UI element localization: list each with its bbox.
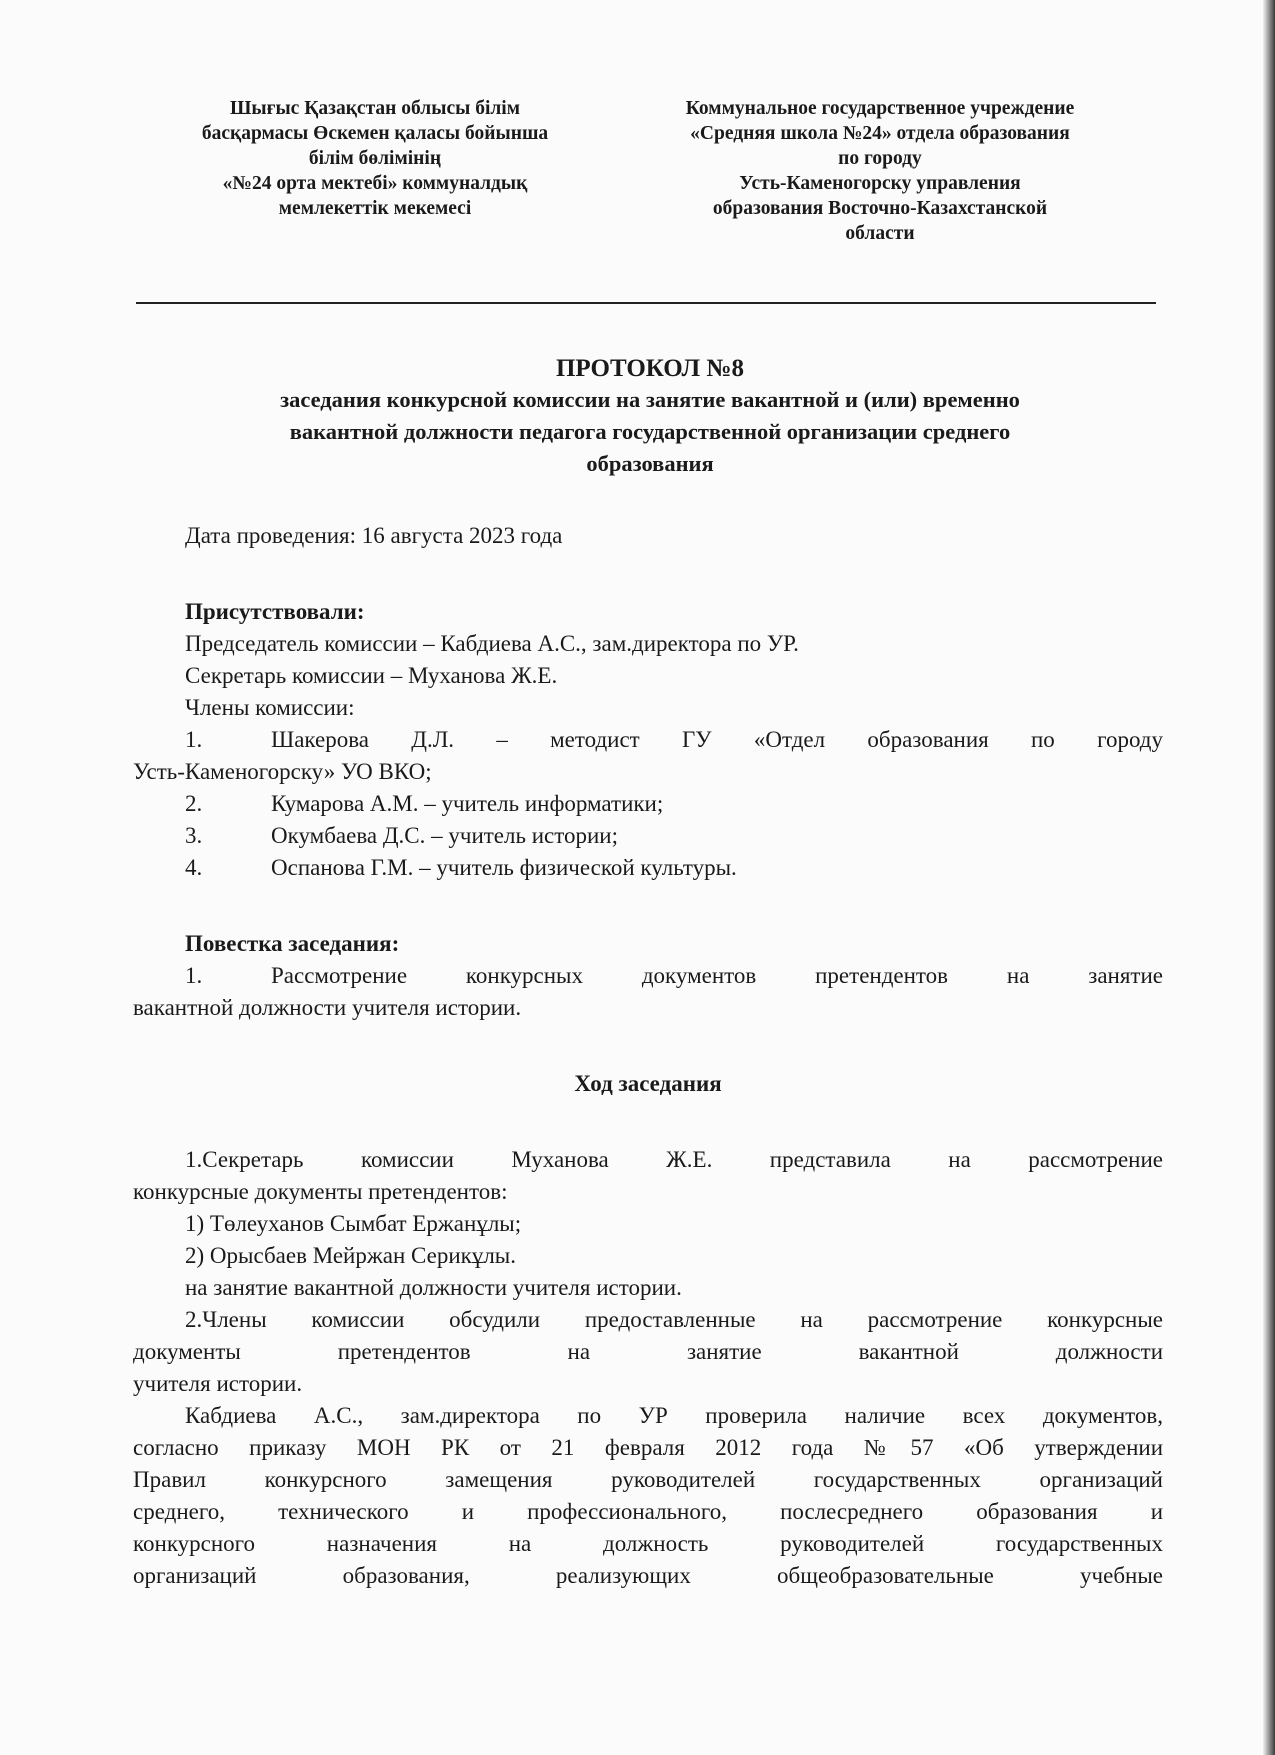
member-item xyxy=(133,788,1163,820)
paragraph-line: учителя истории. xyxy=(133,1371,303,1396)
agenda-number: 1. xyxy=(185,963,203,988)
present-heading: Присутствовали: xyxy=(185,599,365,624)
member-item xyxy=(133,820,1163,852)
candidate-item: 2) Орысбаев Мейржан Серикұлы. xyxy=(185,1243,517,1268)
letterhead-russian-line: образования Восточно-Казахстанской xyxy=(712,198,1048,219)
member-number: 3. xyxy=(185,823,203,848)
member-text-continued: Усть-Каменогорску» УО ВКО; xyxy=(133,759,432,784)
paragraph-line: 1.Секретарь комиссии Муханова Ж.Е. представила на рассмотрение xyxy=(185,1147,1163,1172)
candidate-item: 1) Төлеуханов Сымбат Ержанұлы; xyxy=(185,1211,522,1236)
document-body xyxy=(133,520,1163,1592)
letterhead-kazakh-line: басқармасы Өскемен қаласы бойынша xyxy=(201,123,549,144)
paragraph-line: среднего, технического и профессионального, послесреднего образования и xyxy=(133,1499,1163,1524)
member-item xyxy=(133,724,1163,756)
header-divider xyxy=(136,302,1156,304)
members-label: Члены комиссии: xyxy=(185,695,355,720)
letterhead-kazakh-line: мемлекеттік мекемесі xyxy=(278,198,472,219)
member-number: 2. xyxy=(185,791,203,816)
letterhead-russian-line: области xyxy=(845,223,915,244)
subtitle-line: заседания конкурсной комиссии на занятие вакантной и (или) временно xyxy=(280,387,1020,412)
member-text: Оспанова Г.М. – учитель физической культуры. xyxy=(271,855,737,880)
paragraph-line: конкурсного назначения на должность руководителей государственных xyxy=(133,1531,1163,1556)
paragraph-line: организаций образования, реализующих общеобразовательные учебные xyxy=(133,1563,1163,1588)
agenda-item xyxy=(133,960,1163,992)
paragraph-line: документы претендентов на занятие вакантной должности xyxy=(133,1339,1163,1364)
letterhead-kazakh-line: «№24 орта мектебі» коммуналдық xyxy=(222,173,528,194)
paragraph-line: Кабдиева А.С., зам.директора по УР проверила наличие всех документов, xyxy=(185,1403,1163,1428)
scan-edge-shadow xyxy=(1263,0,1275,1755)
member-text: Окумбаева Д.С. – учитель истории; xyxy=(271,823,618,848)
member-text: Кумарова А.М. – учитель информатики; xyxy=(271,791,664,816)
paragraph-line: на занятие вакантной должности учителя истории. xyxy=(185,1275,682,1300)
agenda-heading: Повестка заседания: xyxy=(185,931,400,956)
paragraph-line: конкурсные документы претендентов: xyxy=(133,1179,508,1204)
letterhead-russian-line: «Средняя школа №24» отдела образования xyxy=(690,123,1070,144)
letterhead-russian-line: Усть-Каменогорску управления xyxy=(739,173,1021,194)
chair-line: Председатель комиссии – Кабдиева А.С., зам.директора по УР. xyxy=(185,631,799,656)
document-subtitle xyxy=(140,384,1160,480)
letterhead-kazakh-line: білім бөлімінің xyxy=(308,148,442,169)
agenda-text: Рассмотрение конкурсных документов претендентов на занятие xyxy=(271,963,1163,988)
letterhead-russian xyxy=(630,96,1130,246)
paragraph-line: согласно приказу МОН РК от 21 февраля 2012 года №57 «Об утверждении xyxy=(133,1435,1163,1460)
agenda-text-continued: вакантной должности учителя истории. xyxy=(133,995,522,1020)
proceedings-heading: Ход заседания xyxy=(574,1071,722,1096)
paragraph-line: Правил конкурсного замещения руководителей государственных организаций xyxy=(133,1467,1163,1492)
member-text: Шакерова Д.Л. – методист ГУ «Отдел образования по городу xyxy=(271,727,1163,752)
letterhead-russian-line: Коммунальное государственное учреждение xyxy=(685,98,1075,119)
meeting-date: Дата проведения: 16 августа 2023 года xyxy=(185,523,563,548)
secretary-line: Секретарь комиссии – Муханова Ж.Е. xyxy=(185,663,558,688)
subtitle-line: вакантной должности педагога государственной организации среднего xyxy=(289,419,1011,444)
letterhead-russian-line: по городу xyxy=(838,148,922,169)
document-title: ПРОТОКОЛ №8 xyxy=(555,355,744,382)
letterhead-kazakh-line: Шығыс Қазақстан облысы білім xyxy=(229,98,521,119)
member-number: 1. xyxy=(185,727,203,752)
letterhead-kazakh xyxy=(160,96,590,221)
subtitle-line: образования xyxy=(586,451,714,476)
member-number: 4. xyxy=(185,855,203,880)
paragraph-line: 2.Члены комиссии обсудили предоставленные на рассмотрение конкурсные xyxy=(185,1307,1163,1332)
member-item xyxy=(133,852,1163,884)
